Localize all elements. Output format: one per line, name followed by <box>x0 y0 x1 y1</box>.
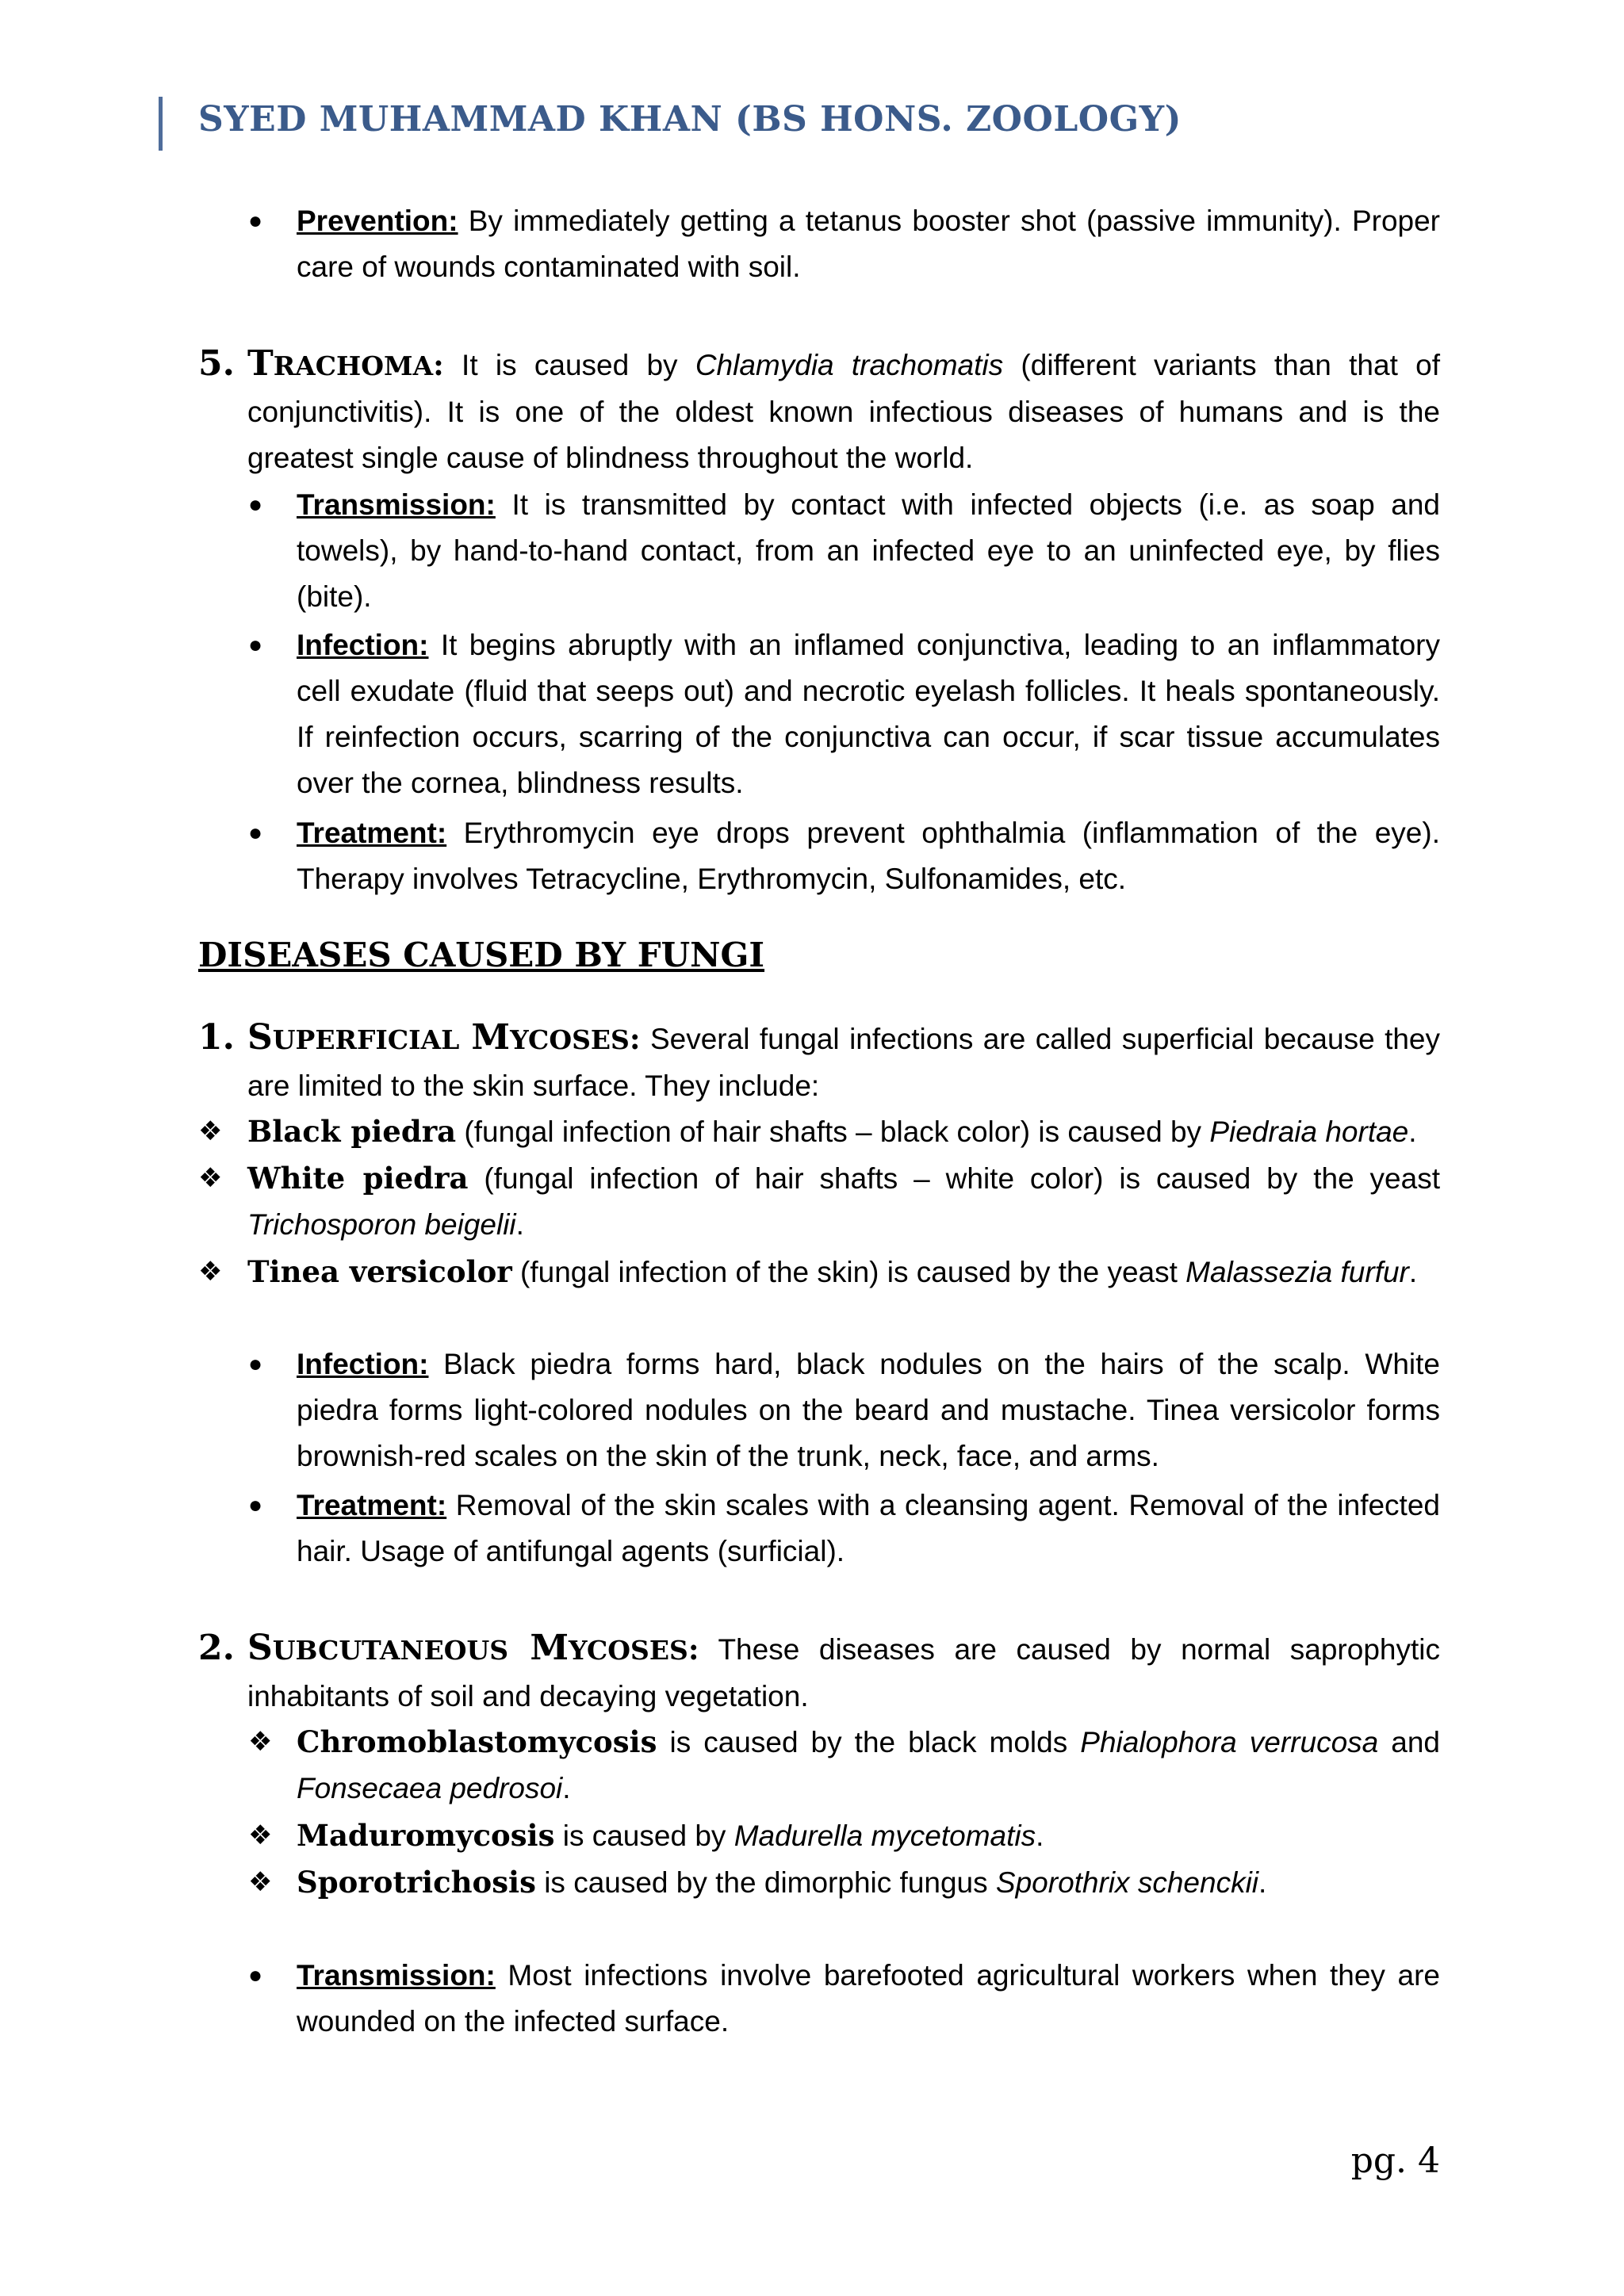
chromoblastomycosis-item: Chromoblastomycosis is caused by the black molds Phialophora verrucosa and Fonsecaea pedrosoi. <box>297 1724 1440 1804</box>
trachoma-intro: TRACHOMA: It is caused by Chlamydia trachomatis (different variants than that of conjunctivitis). It is one of the oldest known infectious diseases of humans and is the greatest single cause of blindness throughout the world. <box>247 343 1440 474</box>
superficial-infection: Infection: Black piedra forms hard, black nodules on the hairs of the scalp. White piedra forms light-colored nodules on the beard and mustache. Tinea versicolor forms brownish-red scales on the skin of the trunk, neck, face, and arms. <box>297 1348 1440 1472</box>
prevention-label: Prevention: <box>297 205 458 237</box>
black-piedra-item: Black piedra (fungal infection of hair shafts – black color) is caused by Piedraia hortae. <box>247 1114 1417 1149</box>
diamond-bullet-icon: ❖ <box>248 1820 273 1850</box>
bullet-icon: ● <box>248 208 263 234</box>
maduromycosis-item: Maduromycosis is caused by Madurella mycetomatis. <box>297 1818 1044 1853</box>
trachoma-organism: Chlamydia trachomatis <box>695 349 1004 381</box>
page-number: pg. 4 <box>1350 2141 1440 2181</box>
trachoma-transmission: Transmission: It is transmitted by contact with infected objects (i.e. as soap and towels), by hand-to-hand contact, from an infected eye to an uninfected eye, by flies (bite). <box>297 488 1440 613</box>
bullet-icon: ● <box>248 492 263 518</box>
superficial-intro: SUPERFICIAL MYCOSES: Several fungal infections are called superficial because they are limited to the skin surface. They include: <box>247 1017 1441 1102</box>
diamond-bullet-icon: ❖ <box>248 1727 273 1757</box>
subcutaneous-transmission: Transmission: Most infections involve barefooted agricultural workers when they are wounded on the infected surface. <box>297 1959 1440 2038</box>
subcutaneous-number: 2. <box>198 1628 235 1668</box>
header-accent-bar <box>159 97 163 151</box>
bullet-icon: ● <box>248 1492 263 1518</box>
tinea-versicolor-item: Tinea versicolor (fungal infection of the skin) is caused by the yeast Malassezia furfur. <box>247 1254 1418 1289</box>
trachoma-title: TRACHOMA: <box>247 343 444 384</box>
diamond-bullet-icon: ❖ <box>198 1257 223 1287</box>
diamond-bullet-icon: ❖ <box>198 1116 223 1146</box>
bullet-icon: ● <box>248 632 263 658</box>
sporotrichosis-item: Sporotrichosis is caused by the dimorphic fungus Sporothrix schenckii. <box>297 1865 1267 1900</box>
white-piedra-item: White piedra (fungal infection of hair shafts – white color) is caused by the yeast Trichosporon beigelii. <box>247 1161 1440 1241</box>
superficial-treatment: Treatment: Removal of the skin scales with a cleansing agent. Removal of the infected hair. Usage of antifungal agents (surficial). <box>297 1489 1440 1567</box>
fungi-section-heading: DISEASES CAUSED BY FUNGI <box>198 936 765 974</box>
subcutaneous-title: SUBCUTANEOUS MYCOSES: <box>247 1628 699 1668</box>
prevention-paragraph <box>297 198 1440 290</box>
page-header-title: SYED MUHAMMAD KHAN (BS HONS. ZOOLOGY) <box>198 99 1182 140</box>
diamond-bullet-icon: ❖ <box>248 1867 273 1897</box>
superficial-title: SUPERFICIAL MYCOSES: <box>247 1017 641 1058</box>
trachoma-treatment: Treatment: Erythromycin eye drops prevent ophthalmia (inflammation of the eye). Therapy involves Tetracycline, Erythromycin, Sulfonamides, etc. <box>297 817 1440 895</box>
diamond-bullet-icon: ❖ <box>198 1163 223 1193</box>
superficial-number: 1. <box>198 1017 235 1058</box>
trachoma-infection: Infection: It begins abruptly with an inflamed conjunctiva, leading to an inflammatory cell exudate (fluid that seeps out) and necrotic eyelash follicles. It heals spontaneously. If reinfection occurs, scarring of the conjunctiva can occur, if scar tissue accumulates over the cornea, blindness results. <box>297 629 1440 799</box>
trachoma-number: 5. <box>198 343 235 384</box>
prevention-text: By immediately getting a tetanus booster shot (passive immunity). Proper care of wounds contaminated with soil. <box>297 205 1440 283</box>
subcutaneous-intro: SUBCUTANEOUS MYCOSES: These diseases are caused by normal saprophytic inhabitants of soil and decaying vegetation. <box>247 1628 1440 1712</box>
bullet-icon: ● <box>248 1351 263 1377</box>
bullet-icon: ● <box>248 820 263 846</box>
bullet-icon: ● <box>248 1962 263 1988</box>
